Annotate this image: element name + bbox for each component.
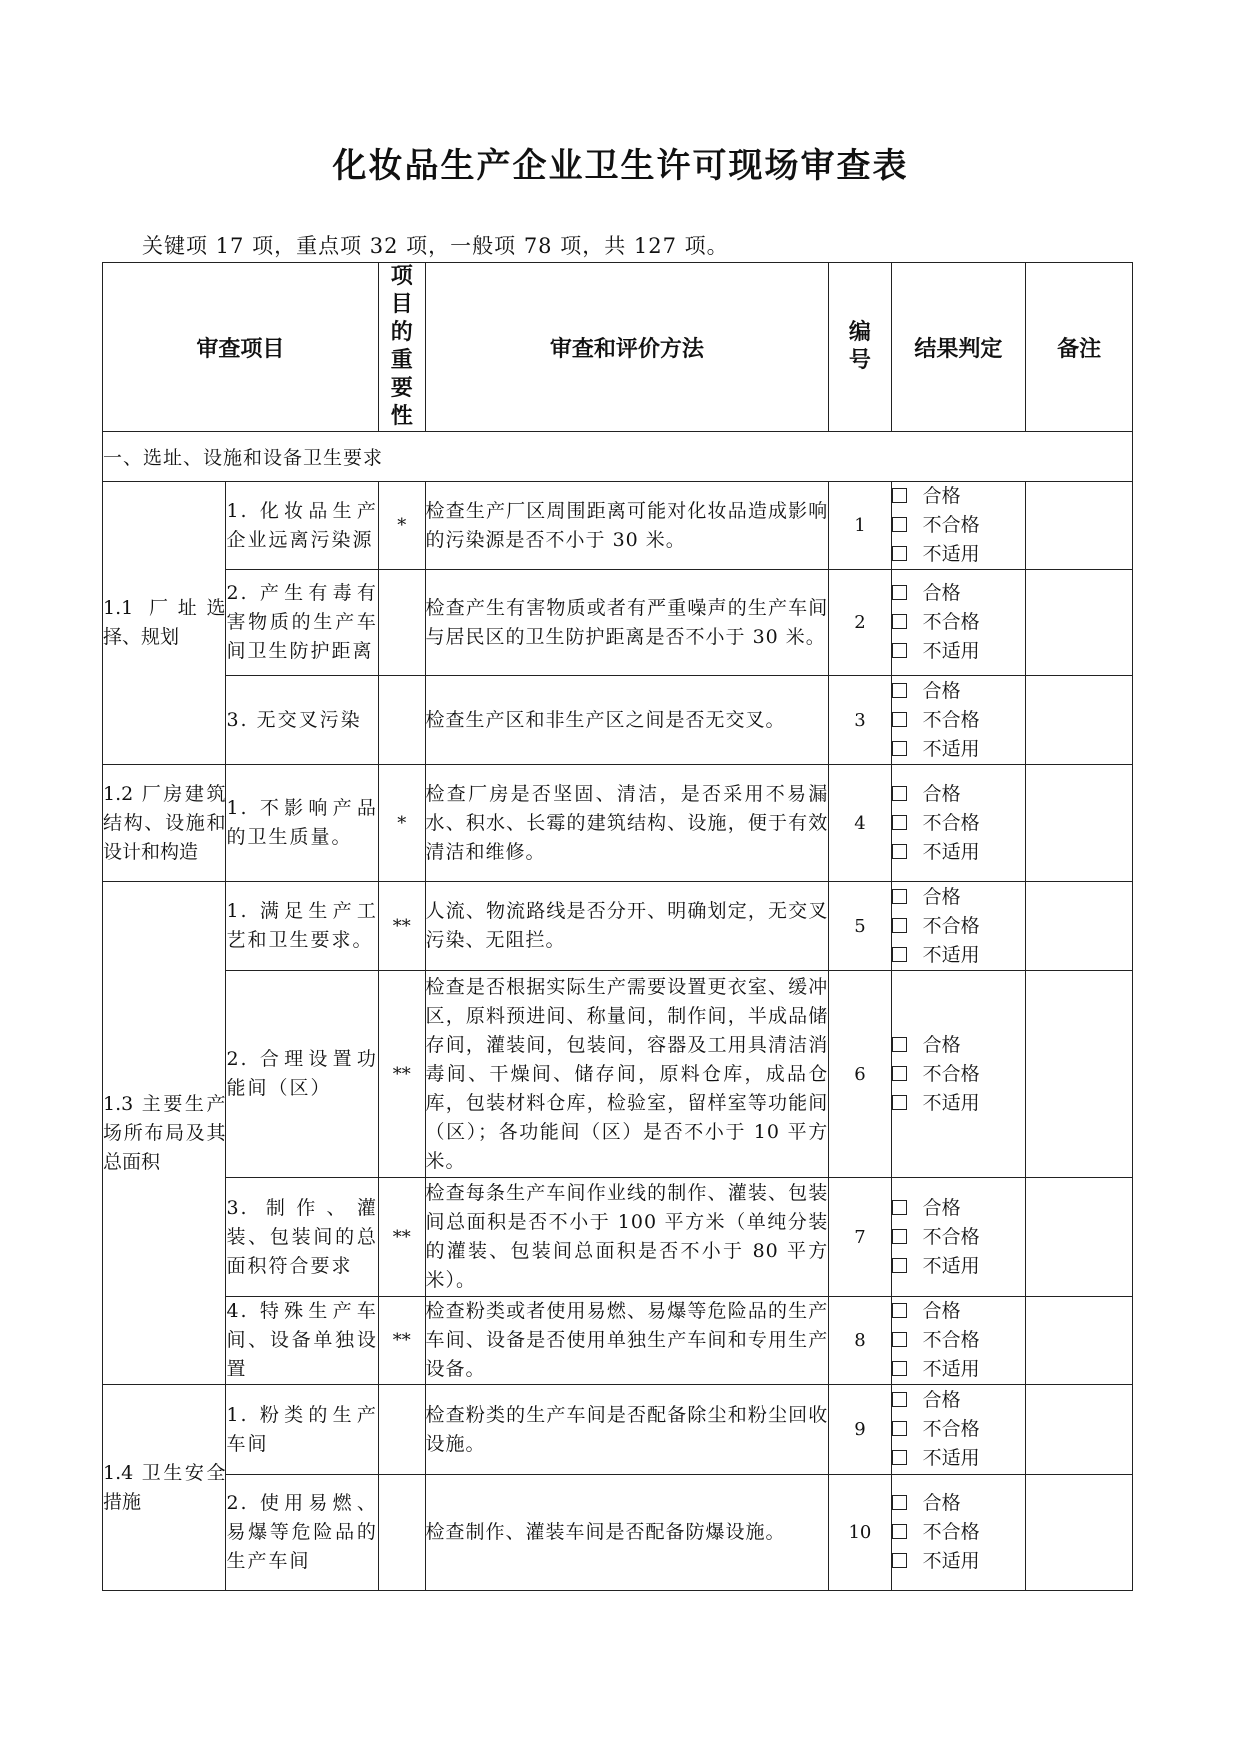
method-cell: 检查厂房是否坚固、清洁，是否采用不易漏水、积水、长霉的建筑结构、设施，便于有效清洁和维修。: [425, 765, 829, 882]
number-cell: 5: [829, 882, 891, 971]
checkbox-icon[interactable]: [892, 1095, 907, 1110]
remark-cell[interactable]: [1026, 765, 1133, 882]
result-options: [891, 570, 1026, 676]
table-row: [103, 676, 1133, 765]
table-row: [103, 971, 1133, 1178]
result-option-na[interactable]: 不适用: [892, 1089, 1026, 1118]
result-option-fail[interactable]: 不合格: [892, 1060, 1026, 1089]
header-remark: 备注: [1026, 263, 1133, 432]
header-importance: 项 目 的 重 要 性: [378, 263, 425, 432]
category-cell: 1.1 厂址选择、规划: [103, 482, 226, 765]
importance-cell: **: [378, 1297, 425, 1385]
method-cell: 检查粉类的生产车间是否配备除尘和粉尘回收设施。: [425, 1385, 829, 1475]
checkbox-icon[interactable]: [892, 844, 907, 859]
checkbox-icon[interactable]: [892, 1303, 907, 1318]
result-options: [891, 482, 1026, 570]
method-cell: 检查生产厂区周围距离可能对化妆品造成影响的污染源是否不小于 30 米。: [425, 482, 829, 570]
result-options: [891, 765, 1026, 882]
item-cell: 3. 制作、灌装、包装间的总面积符合要求: [226, 1178, 378, 1297]
checkbox-icon[interactable]: [892, 546, 907, 561]
result-option-fail[interactable]: 不合格: [892, 809, 1026, 838]
result-options: [891, 676, 1026, 765]
page-title: 化妆品生产企业卫生许可现场审查表: [332, 146, 909, 186]
checkbox-icon[interactable]: [892, 786, 907, 801]
method-cell: 检查粉类或者使用易燃、易爆等危险品的生产车间、设备是否使用单独生产车间和专用生产设备。: [425, 1297, 829, 1385]
importance-cell: *: [378, 765, 425, 882]
section-heading: 一、选址、设施和设备卫生要求: [103, 432, 1133, 482]
result-option-pass[interactable]: 合格: [892, 482, 1026, 511]
remark-cell[interactable]: [1026, 1475, 1133, 1591]
item-cell: 2. 合理设置功能间（区）: [226, 971, 378, 1178]
checkbox-icon[interactable]: [892, 1229, 907, 1244]
category-cell: 1.4 卫生安全措施: [103, 1385, 226, 1591]
checkbox-icon[interactable]: [892, 1450, 907, 1465]
item-cell: 1. 满足生产工艺和卫生要求。: [226, 882, 378, 971]
result-option-pass[interactable]: 合格: [892, 883, 1026, 912]
header-row: [103, 263, 1133, 432]
header-number: 编 号: [829, 263, 891, 432]
item-count-summary: 关键项 17 项，重点项 32 项，一般项 78 项，共 127 项。: [142, 234, 729, 258]
result-options: [891, 1178, 1026, 1297]
result-option-na[interactable]: 不适用: [892, 637, 1026, 666]
checkbox-icon[interactable]: [892, 947, 907, 962]
table-row: [103, 482, 1133, 570]
checkbox-icon[interactable]: [892, 1524, 907, 1539]
method-cell: 检查制作、灌装车间是否配备防爆设施。: [425, 1475, 829, 1591]
result-option-pass[interactable]: 合格: [892, 780, 1026, 809]
table-row: [103, 1385, 1133, 1475]
number-cell: 9: [829, 1385, 891, 1475]
remark-cell[interactable]: [1026, 882, 1133, 971]
result-option-fail[interactable]: 不合格: [892, 912, 1026, 941]
item-cell: 2. 产生有毒有害物质的生产车间卫生防护距离: [226, 570, 378, 676]
section-row: [103, 432, 1133, 482]
method-cell: 检查是否根据实际生产需要设置更衣室、缓冲区，原料预进间、称量间，制作间，半成品储存间，灌装间，包装间，容器及工用具清洁消毒间、干燥间、储存间，原料仓库，成品仓库，包装材料仓库，检验室，留样室等功能间（区）；各功能间（区）是否不小于 10 平方米。: [425, 971, 829, 1178]
result-options: [891, 1385, 1026, 1475]
number-cell: 4: [829, 765, 891, 882]
result-option-na[interactable]: 不适用: [892, 1547, 1026, 1576]
result-option-na[interactable]: 不适用: [892, 1252, 1026, 1281]
checkbox-icon[interactable]: [892, 1421, 907, 1436]
item-cell: 4. 特殊生产车间、设备单独设置: [226, 1297, 378, 1385]
result-options: [891, 971, 1026, 1178]
item-cell: 2. 使用易燃、易爆等危险品的生产车间: [226, 1475, 378, 1591]
table-row: [103, 765, 1133, 882]
checkbox-icon[interactable]: [892, 1200, 907, 1215]
checkbox-icon[interactable]: [892, 1332, 907, 1347]
checkbox-icon[interactable]: [892, 918, 907, 933]
table-row: [103, 1475, 1133, 1591]
checkbox-icon[interactable]: [892, 517, 907, 532]
result-option-na[interactable]: 不适用: [892, 540, 1026, 569]
result-option-fail[interactable]: 不合格: [892, 1326, 1026, 1355]
header-method: 审查和评价方法: [425, 263, 829, 432]
remark-cell[interactable]: [1026, 676, 1133, 765]
result-option-fail[interactable]: 不合格: [892, 511, 1026, 540]
category-cell: 1.3 主要生产场所布局及其总面积: [103, 882, 226, 1385]
result-options: [891, 1475, 1026, 1591]
checkbox-icon[interactable]: [892, 488, 907, 503]
remark-cell[interactable]: [1026, 1385, 1133, 1475]
table-row: [103, 1178, 1133, 1297]
checkbox-icon[interactable]: [892, 815, 907, 830]
checkbox-icon[interactable]: [892, 585, 907, 600]
number-cell: 1: [829, 482, 891, 570]
checkbox-icon[interactable]: [892, 1037, 907, 1052]
remark-cell[interactable]: [1026, 482, 1133, 570]
remark-cell[interactable]: [1026, 570, 1133, 676]
result-option-pass[interactable]: 合格: [892, 1386, 1026, 1415]
remark-cell[interactable]: [1026, 1297, 1133, 1385]
number-cell: 3: [829, 676, 891, 765]
importance-cell: [378, 676, 425, 765]
result-option-fail[interactable]: 不合格: [892, 1518, 1026, 1547]
importance-cell: [378, 1475, 425, 1591]
number-cell: 10: [829, 1475, 891, 1591]
result-option-na[interactable]: 不适用: [892, 735, 1026, 764]
remark-cell[interactable]: [1026, 1178, 1133, 1297]
method-cell: 检查生产区和非生产区之间是否无交叉。: [425, 676, 829, 765]
result-option-pass[interactable]: 合格: [892, 1297, 1026, 1326]
checkbox-icon[interactable]: [892, 683, 907, 698]
checkbox-icon[interactable]: [892, 1066, 907, 1081]
importance-cell: **: [378, 882, 425, 971]
result-option-na[interactable]: 不适用: [892, 838, 1026, 867]
category-cell: 1.2 厂房建筑结构、设施和设计和构造: [103, 765, 226, 882]
result-option-fail[interactable]: 不合格: [892, 1223, 1026, 1252]
result-option-fail[interactable]: 不合格: [892, 608, 1026, 637]
checkbox-icon[interactable]: [892, 643, 907, 658]
method-cell: 人流、物流路线是否分开、明确划定，无交叉污染、无阻拦。: [425, 882, 829, 971]
number-cell: 8: [829, 1297, 891, 1385]
item-cell: 1. 化妆品生产企业远离污染源: [226, 482, 378, 570]
table-row: [103, 882, 1133, 971]
result-option-na[interactable]: 不适用: [892, 1355, 1026, 1384]
checkbox-icon[interactable]: [892, 1553, 907, 1568]
table-row: [103, 570, 1133, 676]
checkbox-icon[interactable]: [892, 889, 907, 904]
item-cell: 1. 不影响产品的卫生质量。: [226, 765, 378, 882]
item-cell: 1. 粉类的生产车间: [226, 1385, 378, 1475]
checkbox-icon[interactable]: [892, 1495, 907, 1510]
importance-cell: [378, 570, 425, 676]
result-option-pass[interactable]: 合格: [892, 579, 1026, 608]
result-option-na[interactable]: 不适用: [892, 941, 1026, 970]
importance-cell: **: [378, 971, 425, 1178]
number-cell: 2: [829, 570, 891, 676]
checkbox-icon[interactable]: [892, 741, 907, 756]
result-option-pass[interactable]: 合格: [892, 1489, 1026, 1518]
checkbox-icon[interactable]: [892, 1258, 907, 1273]
checkbox-icon[interactable]: [892, 1392, 907, 1407]
header-result: 结果判定: [891, 263, 1026, 432]
header-item: 审查项目: [103, 263, 379, 432]
audit-table: [102, 262, 1133, 1591]
checkbox-icon[interactable]: [892, 1361, 907, 1376]
table-row: [103, 1297, 1133, 1385]
result-options: [891, 1297, 1026, 1385]
checkbox-icon[interactable]: [892, 614, 907, 629]
number-cell: 7: [829, 1178, 891, 1297]
method-cell: 检查每条生产车间作业线的制作、灌装、包装间总面积是否不小于 100 平方米（单纯分装的灌装、包装间总面积是否不小于 80 平方米）。: [425, 1178, 829, 1297]
result-option-fail[interactable]: 不合格: [892, 1415, 1026, 1444]
result-option-fail[interactable]: 不合格: [892, 706, 1026, 735]
importance-cell: **: [378, 1178, 425, 1297]
method-cell: 检查产生有害物质或者有严重噪声的生产车间与居民区的卫生防护距离是否不小于 30 米。: [425, 570, 829, 676]
importance-cell: [378, 1385, 425, 1475]
importance-cell: *: [378, 482, 425, 570]
item-cell: 3. 无交叉污染: [226, 676, 378, 765]
result-option-pass[interactable]: 合格: [892, 1031, 1026, 1060]
number-cell: 6: [829, 971, 891, 1178]
result-option-pass[interactable]: 合格: [892, 1194, 1026, 1223]
checkbox-icon[interactable]: [892, 712, 907, 727]
result-option-na[interactable]: 不适用: [892, 1444, 1026, 1473]
result-options: [891, 882, 1026, 971]
result-option-pass[interactable]: 合格: [892, 677, 1026, 706]
remark-cell[interactable]: [1026, 971, 1133, 1178]
